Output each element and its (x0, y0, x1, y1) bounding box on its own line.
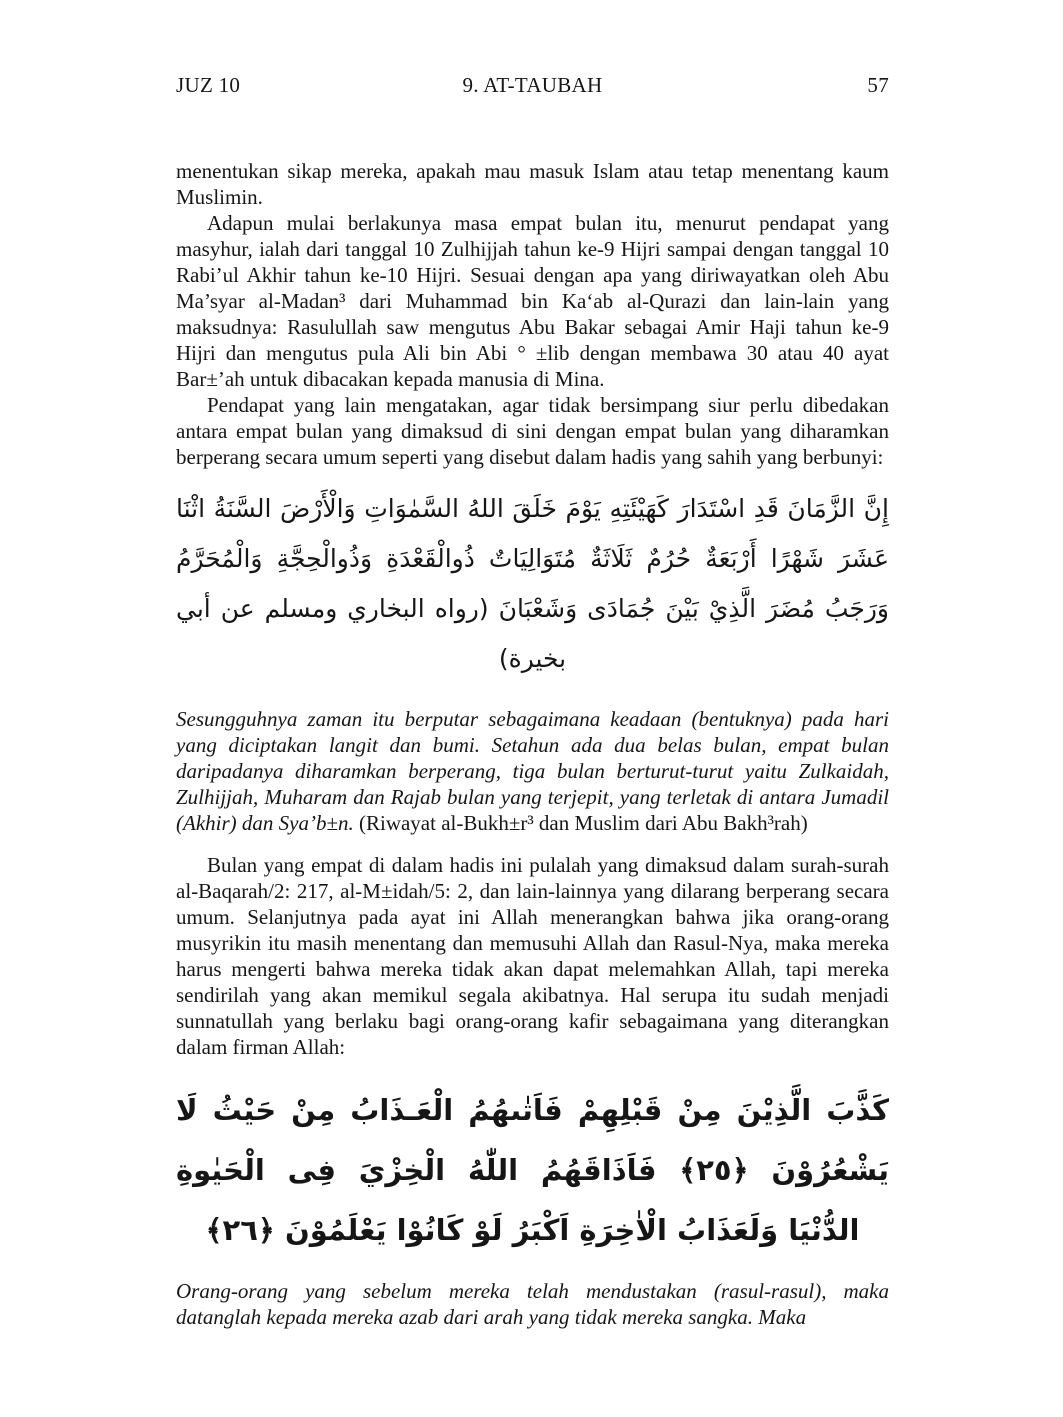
hadith-translation (176, 706, 889, 836)
page-header (176, 72, 889, 98)
header-page-number: 57 (867, 73, 889, 97)
hadith-translation-italic-text: Sesungguhnya zaman itu berputar sebagaimana keadaan (bentuknya) pada hari yang diciptakan langit dan bumi. Setahun ada dua belas bulan, empat bulan daripadanya diharamkan berperang, tiga bulan berturut-turut yaitu Zulkaidah, Zulhijjah, Muharam dan Rajab bulan yang terjepit, yang terletak di antara Jumadil (Akhir) dan Sya’b±n. (176, 707, 889, 835)
quran-verse-arabic-text: كَذَّبَ الَّذِيْنَ مِنْ قَبْلِهِمْ فَاَتٰىهُمُ الْعَـذَابُ مِنْ حَيْثُ لَا يَشْعُرُوْنَ ﴿٢٥﴾ فَاَذَاقَهُمُ اللّٰهُ الْخِزْيَ فِى الْحَيٰوةِ الدُّنْيَا وَلَعَذَابُ الْاٰخِرَةِ اَكْبَرُ لَوْ كَانُوْا يَعْلَمُوْنَ ﴿٢٦﴾ (176, 1093, 889, 1247)
paragraph-adapun: Adapun mulai berlakunya masa empat bulan itu, menurut pendapat yang masyhur, ialah dari tanggal 10 Zulhijjah tahun ke-9 Hijri sampai dengan tanggal 10 Rabi’ul Akhir tahun ke-10 Hijri. Sesuai dengan apa yang diriwayatkan oleh Abu Ma’syar al-Madan³ dari Muhammad bin Ka‘ab al-Qurazi dan lain-lain yang maksudnya: Rasulullah saw mengutus Abu Bakar sebagai Amir Haji tahun ke-9 Hijri dan mengutus pula Ali bin Abi ° ±lib dengan membawa 30 atau 40 ayat Bar±’ah untuk dibacakan kepada manusia di Mina. (176, 211, 889, 391)
hadith-translation-source: (Riwayat al-Bukh±r³ dan Muslim dari Abu Bakh³rah) (358, 811, 808, 835)
paragraph-pendapat: Pendapat yang lain mengatakan, agar tidak bersimpang siur perlu dibedakan antara empat bulan yang dimaksud di sini dengan empat bulan yang diharamkan berperang secara umum seperti yang disebut dalam hadis yang sahih yang berbunyi: (176, 393, 889, 469)
header-juz-label: JUZ 10 (176, 73, 241, 97)
hadith-arabic-text: إِنَّ الزَّمَانَ قَدِ اسْتَدَارَ كَهَيْئَتِهِ يَوْمَ خَلَقَ اللهُ السَّمٰوَاتِ وَالْأَرْضَ السَّنَةُ اثْنَا عَشَرَ شَهْرًا أَرْبَعَةٌ حُرُمٌ ثَلَاثَةٌ مُتَوَالِيَاتٌ ذُوالْقَعْدَةِ وَذُوالْحِجَّةِ وَالْمُحَرَّمُ وَرَجَبُ مُضَرَ الَّذِيْ بَيْنَ جُمَادَى وَشَعْبَانَ (رواه البخاري ومسلم عن أبي بخيرة) (176, 494, 889, 673)
verse-translation-text: Orang-orang yang sebelum mereka telah mendustakan (rasul-rasul), maka datanglah kepada mereka azab dari arah yang tidak mereka sangka. Maka (176, 1279, 889, 1329)
paragraph-bulan-yang-empat: Bulan yang empat di dalam hadis ini pulalah yang dimaksud dalam surah-surah al-Baqarah/2: 217, al-M±idah/5: 2, dan lain-lainnya yang dilarang berperang secara umum. Selanjutnya pada ayat ini Allah menerangkan bahwa jika orang-orang musyrikin itu masih menentang dan memusuhi Allah dan Rasul-Nya, maka mereka harus mengerti bahwa mereka tidak akan dapat melemahkan Allah, tapi mereka sendirilah yang akan memikul segala akibatnya. Hal serupa itu sudah menjadi sunnatullah yang berlaku bagi orang-orang kafir sebagaimana yang diterangkan dalam firman Allah: (176, 853, 889, 1059)
page-body (176, 158, 889, 1330)
paragraph-continuation: menentukan sikap mereka, apakah mau masuk Islam atau tetap menentang kaum Muslimin. (176, 159, 889, 209)
header-surah-title: 9. AT-TAUBAH (462, 73, 603, 97)
